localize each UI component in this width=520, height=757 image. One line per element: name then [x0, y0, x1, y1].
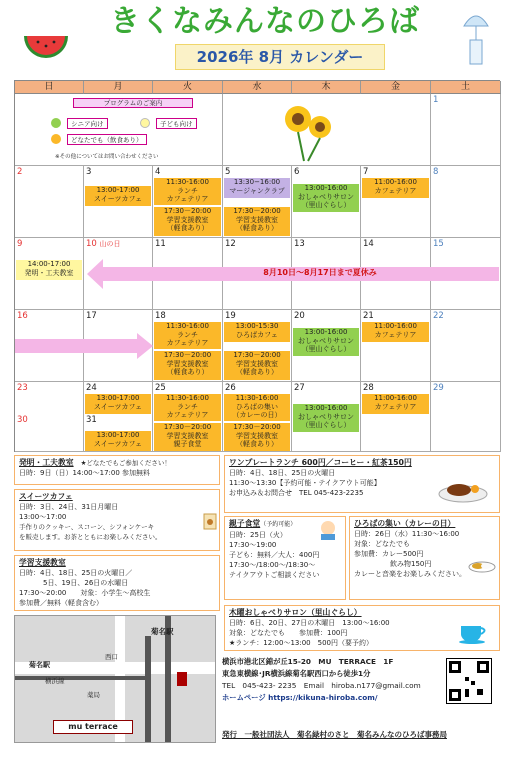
- section-title: スイーツカフェ: [19, 492, 73, 501]
- sunflower-illustration: [278, 99, 338, 163]
- section-title: ワンプレートランチ 600円／コーヒー・紅茶150円: [229, 458, 412, 467]
- event-cafe: 11:00-16:00 カフェテリア: [362, 394, 429, 414]
- day-cell: [361, 166, 431, 238]
- steak-plate-illustration: [437, 474, 489, 504]
- day-cell: [15, 166, 84, 238]
- sunflower-cell: [223, 94, 431, 166]
- date-number: 2: [17, 167, 23, 177]
- section-text: 参加費／無料（軽食含む）: [19, 599, 103, 607]
- tel-email: TEL 045-423- 2235 Email hiroba.n177@gmail.com: [222, 681, 421, 690]
- event-study: 17:30－20:00 学習支援教室 （軽食あり）: [154, 351, 221, 380]
- day-cell: [431, 310, 501, 382]
- day-cell: [15, 382, 84, 452]
- section-title: 発明・工夫教室: [19, 458, 74, 467]
- date-number: 26: [225, 383, 236, 393]
- legend-senior: シニア向け: [67, 118, 108, 129]
- section-title: 学習支援教室: [19, 558, 66, 567]
- wind-chime-illustration: [456, 6, 496, 68]
- event-study: 17:30－20:00 学習支援教室 （軽食あり）: [224, 351, 290, 380]
- section-oyako: [224, 516, 346, 600]
- date-number: 20: [294, 311, 305, 321]
- event-osyaberi: 13:00-16:00 おしゃべりサロン （里山ぐらし）: [293, 404, 359, 432]
- section-oneplate: [224, 455, 500, 513]
- day-cell: [292, 310, 361, 382]
- day-cell: [223, 166, 292, 238]
- section-text: 日時：3日、24日、31日月曜日: [19, 503, 119, 511]
- date-number: 3: [86, 167, 92, 177]
- date-number: 30: [17, 415, 28, 425]
- day-cell: [153, 310, 223, 382]
- homepage-link[interactable]: ホームページ https://kikuna-hiroba.com/: [222, 693, 378, 702]
- date-number: 28: [363, 383, 374, 393]
- section-text: 日時：25日（火）: [229, 531, 287, 539]
- calendar-grid: [14, 80, 500, 452]
- day-cell: [153, 382, 223, 452]
- weekday-sat: 土: [431, 81, 501, 94]
- date-number: 11: [155, 239, 166, 249]
- event-study: 17:30－20:00 学習支援教室 （軽食あり）: [224, 207, 290, 236]
- date-number: 18: [155, 311, 166, 321]
- access: 東急東横線･JR横浜線菊名駅西口から徒歩1分: [222, 669, 371, 678]
- vacation-label: 8月10日～8月17日まで夏休み: [263, 268, 377, 277]
- section-text: 飲み物150円: [390, 560, 432, 568]
- event-study-oyako: 17:30－20:00 学習支援教室 親子食堂: [154, 423, 221, 451]
- weekday-tue: 火: [153, 81, 223, 94]
- section-text: 11:30～13:30【予約可能・テイクアウト可能】: [229, 479, 381, 487]
- section-sweets: [14, 489, 220, 551]
- date-number: 24: [86, 383, 97, 393]
- map-label: 菊名駅: [151, 627, 174, 636]
- event-cafe: 11:00-16:00 カフェテリア: [362, 178, 429, 198]
- day-cell: [292, 166, 361, 238]
- event-osyaberi: 13:00-16:00 おしゃべりサロン （里山ぐらし）: [293, 184, 359, 212]
- section-text: 日時：9日（日）14:00～17:00 参加無料: [19, 469, 151, 477]
- event-lunch: 11:30-16:00 ランチ カフェテリア: [154, 178, 221, 205]
- event-sweets: 13:00-17:00 スイーツカフェ: [85, 394, 151, 414]
- weekday-sun: 日: [15, 81, 84, 94]
- weekday-thu: 木: [292, 81, 361, 94]
- day-cell: [292, 382, 361, 452]
- event-sweets: 13:00-17:00 スイーツカフェ: [85, 186, 151, 206]
- event-lunch: 11:30-16:00 ランチ カフェテリア: [154, 322, 221, 349]
- day-cell: [361, 310, 431, 382]
- day-cell: [153, 166, 223, 238]
- kids-dot-icon: [140, 118, 150, 128]
- legend-all: どなたでも（飲食あり）: [67, 134, 147, 145]
- date-number: 10 山の日: [86, 239, 121, 249]
- legend-program: プログラムのご案内: [73, 98, 193, 108]
- section-text: 17:30～19:00: [229, 541, 277, 549]
- event-curry: 11:30-16:00 ひろばの集い （カレーの日）: [224, 394, 290, 421]
- section-salon: [224, 605, 500, 651]
- date-number: 5: [225, 167, 231, 177]
- watermelon-illustration: [22, 28, 70, 64]
- day-cell: [431, 166, 501, 238]
- section-curry: [349, 516, 500, 600]
- day-cell: [223, 382, 292, 452]
- event-study: 17:30－20:00 学習支援教室 （軽食あり）: [154, 207, 221, 236]
- section-text: 手作りのクッキー、スコーン、シフォンケーキ: [19, 523, 155, 531]
- section-text: 対象：どなたでも 参加費：100円: [229, 629, 348, 637]
- senior-dot-icon: [51, 118, 61, 128]
- calendar-subtitle: 2026年 8月 カレンダー: [175, 44, 385, 70]
- day-cell: [84, 166, 153, 238]
- section-text: 日時：4日、18日、25日の火曜日／: [19, 569, 133, 577]
- section-hatsumei: [14, 455, 220, 485]
- date-number: 17: [86, 311, 97, 321]
- date-number: 19: [225, 311, 236, 321]
- section-note: ★どなたでもご参加ください！: [80, 459, 171, 467]
- vacation-arrow-end: [15, 333, 153, 359]
- access-map: [14, 615, 216, 743]
- section-text: を販売します。お茶とともにお楽しみください。: [19, 533, 162, 541]
- address: 横浜市港北区錦が丘15-20 MU TERRACE 1F: [222, 657, 394, 666]
- section-text: 対象：どなたでも: [354, 540, 410, 548]
- date-number: 23: [17, 383, 28, 393]
- legend-kids: 子ども向け: [156, 118, 197, 129]
- teacup-illustration: [457, 620, 491, 644]
- day-cell: [361, 382, 431, 452]
- event-study: 17:30－20:00 学習支援教室 （軽食あり）: [224, 423, 290, 451]
- event-hatsumei: 14:00-17:00 発明・工夫教室: [16, 260, 82, 280]
- weekday-wed: 水: [223, 81, 292, 94]
- section-text: 日時：26日（水）11:30～16:00: [354, 530, 460, 538]
- section-text: テイクアウトご相談ください: [229, 571, 320, 579]
- issuer: 発行 一般社団法人 菊名緑村のさと 菊名みんなのひろば事務局: [222, 730, 447, 739]
- legend-note: ※その他についてはお問い合わせください: [55, 154, 159, 160]
- qr-code: [446, 658, 492, 704]
- cookie-bag-illustration: [203, 510, 217, 530]
- date-number: 6: [294, 167, 300, 177]
- date-number: 22: [433, 311, 444, 321]
- date-number: 4: [155, 167, 161, 177]
- date-number: 9: [17, 239, 23, 249]
- section-title: 木曜おしゃべりサロン（里山ぐらし）: [229, 608, 362, 617]
- section-title: ひろばの集い（カレーの日）: [354, 519, 456, 528]
- all-dot-icon: [51, 134, 61, 144]
- section-text: 5日、19日、26日の水曜日: [43, 579, 129, 587]
- date-number: 16: [17, 311, 28, 321]
- page-title: きくなみんなのひろば: [110, 4, 420, 39]
- date-number: 27: [294, 383, 305, 393]
- contact-info: [222, 656, 442, 704]
- day-cell: [84, 382, 153, 452]
- curry-plate-illustration: [468, 557, 496, 573]
- map-label: 菊名駅: [29, 661, 50, 669]
- section-text: 13:00～17:00: [19, 513, 67, 521]
- section-text: 日時：4日、18日、25日の火曜日: [229, 469, 336, 477]
- section-title: 親子食堂: [229, 519, 261, 528]
- event-cafe: 11:00-16:00 カフェテリア: [362, 322, 429, 342]
- day-cell: [431, 382, 501, 452]
- child-eating-illustration: [317, 519, 339, 541]
- date-number: 15: [433, 239, 444, 249]
- weekday-mon: 月: [84, 81, 153, 94]
- event-mahjong: 13:30−16:00 マージャンクラブ: [224, 178, 290, 198]
- date-number: 31: [86, 415, 97, 425]
- section-text: 17:30～20:00 対象：小学生～高校生: [19, 589, 151, 597]
- date-number: 21: [363, 311, 374, 321]
- date-number: 12: [225, 239, 236, 249]
- date-number: 13: [294, 239, 305, 249]
- section-text: お申込み＆お問合せ TEL 045-423-2235: [229, 489, 364, 497]
- day-cell: [15, 238, 84, 310]
- section-study: [14, 555, 220, 611]
- day-cell: [431, 94, 501, 166]
- section-text: 参加費：カレー500円: [354, 550, 424, 558]
- section-text: ★ランチ：12:00～13:00 500円（要予約）: [229, 639, 373, 647]
- date-number: 8: [433, 167, 439, 177]
- date-number: 1: [433, 95, 439, 105]
- date-number: 29: [433, 383, 444, 393]
- map-label: mu terrace: [53, 720, 133, 734]
- event-sweets: 13:00-17:00 スイーツカフェ: [85, 431, 151, 451]
- map-label: 横浜線: [45, 677, 65, 685]
- date-number: 25: [155, 383, 166, 393]
- map-label: 西口: [105, 653, 118, 661]
- event-osyaberi: 13:00-16:00 おしゃべりサロン （里山ぐらし）: [293, 328, 359, 356]
- section-text: 17:30～/18:00～/18:30～: [229, 561, 316, 569]
- event-hiroba-cafe: 13:00-15:30 ひろばカフェ: [224, 322, 290, 342]
- map-label: 薬局: [87, 691, 100, 699]
- section-text: カレーと音楽をお楽しみください。: [354, 570, 466, 578]
- section-tag: （予約可能）: [260, 521, 297, 528]
- day-cell: [223, 310, 292, 382]
- event-lunch: 11:30-16:00 ランチ カフェテリア: [154, 394, 221, 421]
- section-text: 日時：6日、20日、27日の木曜日 13:00～16:00: [229, 619, 390, 627]
- date-number: 14: [363, 239, 374, 249]
- section-text: 子ども：無料／大人：400円: [229, 551, 320, 559]
- date-number: 7: [363, 167, 369, 177]
- legend-cell: [15, 94, 223, 166]
- weekday-fri: 金: [361, 81, 431, 94]
